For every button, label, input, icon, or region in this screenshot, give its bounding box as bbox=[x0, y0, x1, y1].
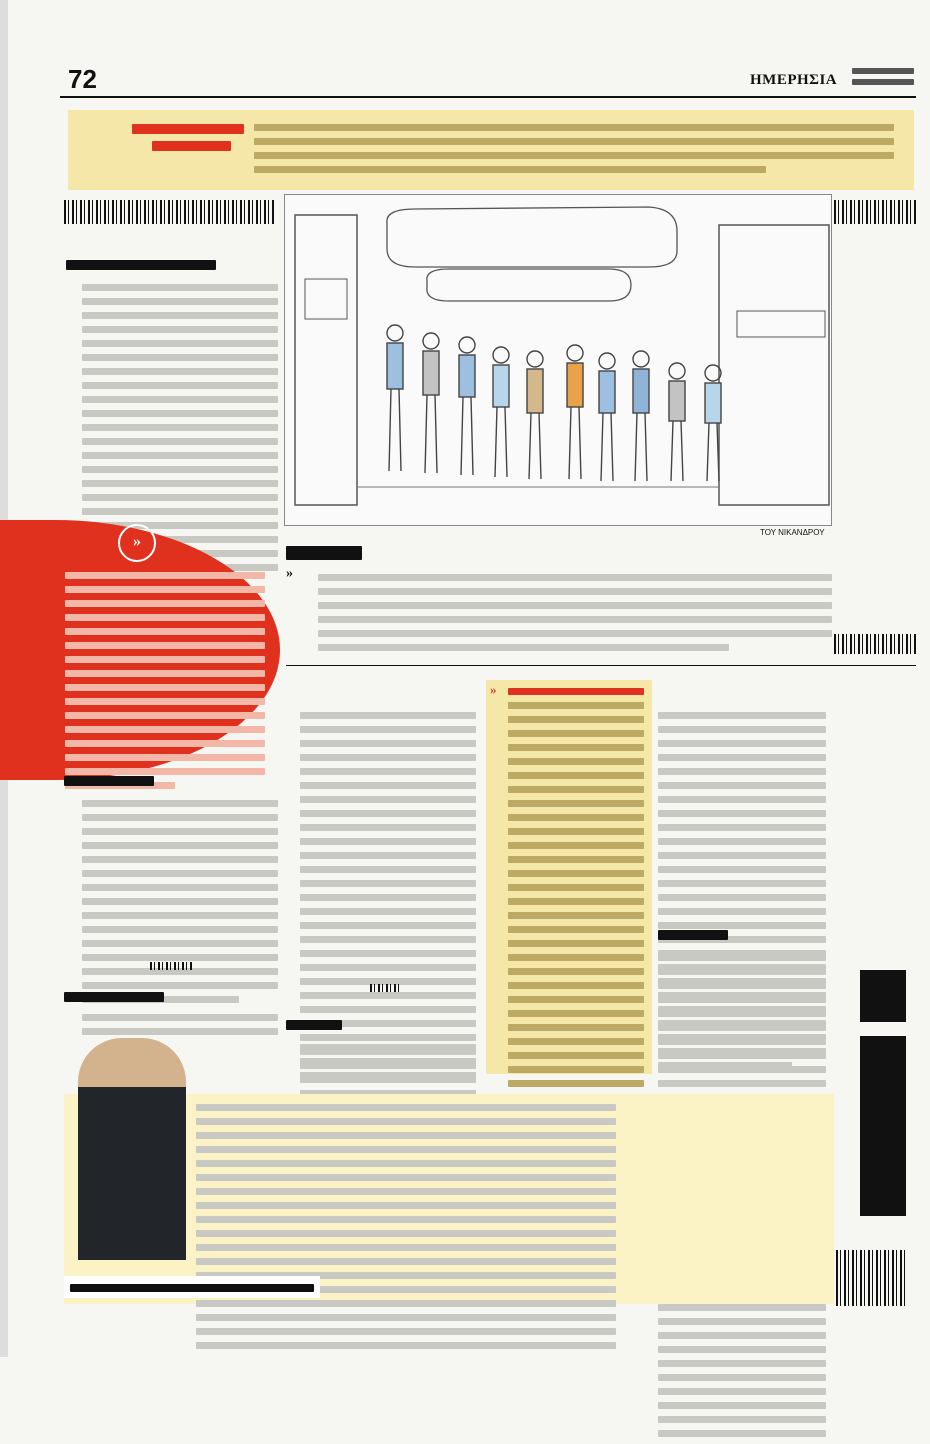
divider-barcode-2 bbox=[370, 984, 402, 992]
politician-photo bbox=[78, 1038, 186, 1260]
arrow-double-icon: » bbox=[118, 524, 156, 562]
arrow-double-icon: » bbox=[234, 122, 241, 137]
column-logo bbox=[836, 960, 916, 1230]
barcode-left bbox=[64, 200, 276, 224]
edition-date bbox=[852, 68, 914, 92]
debate-barcode bbox=[834, 634, 916, 654]
right-section-title bbox=[658, 930, 728, 947]
publication-name: ΗΜΕΡΗΣΙΑ bbox=[750, 72, 838, 88]
column-logo-wordmark bbox=[860, 1036, 906, 1216]
page-number: 72 bbox=[68, 64, 97, 94]
debate-title bbox=[286, 546, 362, 567]
left-section-title-3 bbox=[64, 992, 164, 1009]
top-feature-strip bbox=[68, 110, 914, 190]
cartoon-caption: ΤΟΥ ΝΙΚΑΝΔΡΟΥ bbox=[760, 528, 825, 537]
top-feature-text bbox=[254, 124, 894, 180]
bottom-story-text bbox=[196, 1104, 616, 1356]
masthead bbox=[60, 62, 916, 98]
cartoon-drawing bbox=[285, 195, 831, 525]
top-feature-headline bbox=[132, 124, 244, 158]
column-logo-letter-box bbox=[860, 970, 906, 1022]
arrow-double-icon: » bbox=[490, 682, 497, 697]
cartoon-panel bbox=[284, 194, 832, 526]
divider-barcode-1 bbox=[150, 962, 192, 970]
issue-barcode bbox=[836, 1250, 908, 1306]
barcode-right bbox=[834, 200, 916, 224]
bottom-story-label bbox=[64, 1276, 320, 1298]
debate-body bbox=[318, 574, 832, 658]
red-callout-text bbox=[65, 572, 265, 796]
middle-section-body bbox=[300, 1044, 476, 1086]
debate-divider bbox=[286, 665, 916, 666]
left-section-body-2 bbox=[82, 800, 278, 1010]
left-section-body-3 bbox=[82, 1014, 278, 1042]
middle-section-title bbox=[286, 1020, 342, 1037]
left-section-title-2 bbox=[64, 776, 154, 793]
bottom-story bbox=[64, 1094, 834, 1304]
troika-column bbox=[486, 680, 652, 1074]
middle-column-1-body bbox=[300, 712, 476, 1160]
arrow-double-icon: » bbox=[286, 566, 293, 581]
left-section-title-1 bbox=[66, 260, 216, 277]
